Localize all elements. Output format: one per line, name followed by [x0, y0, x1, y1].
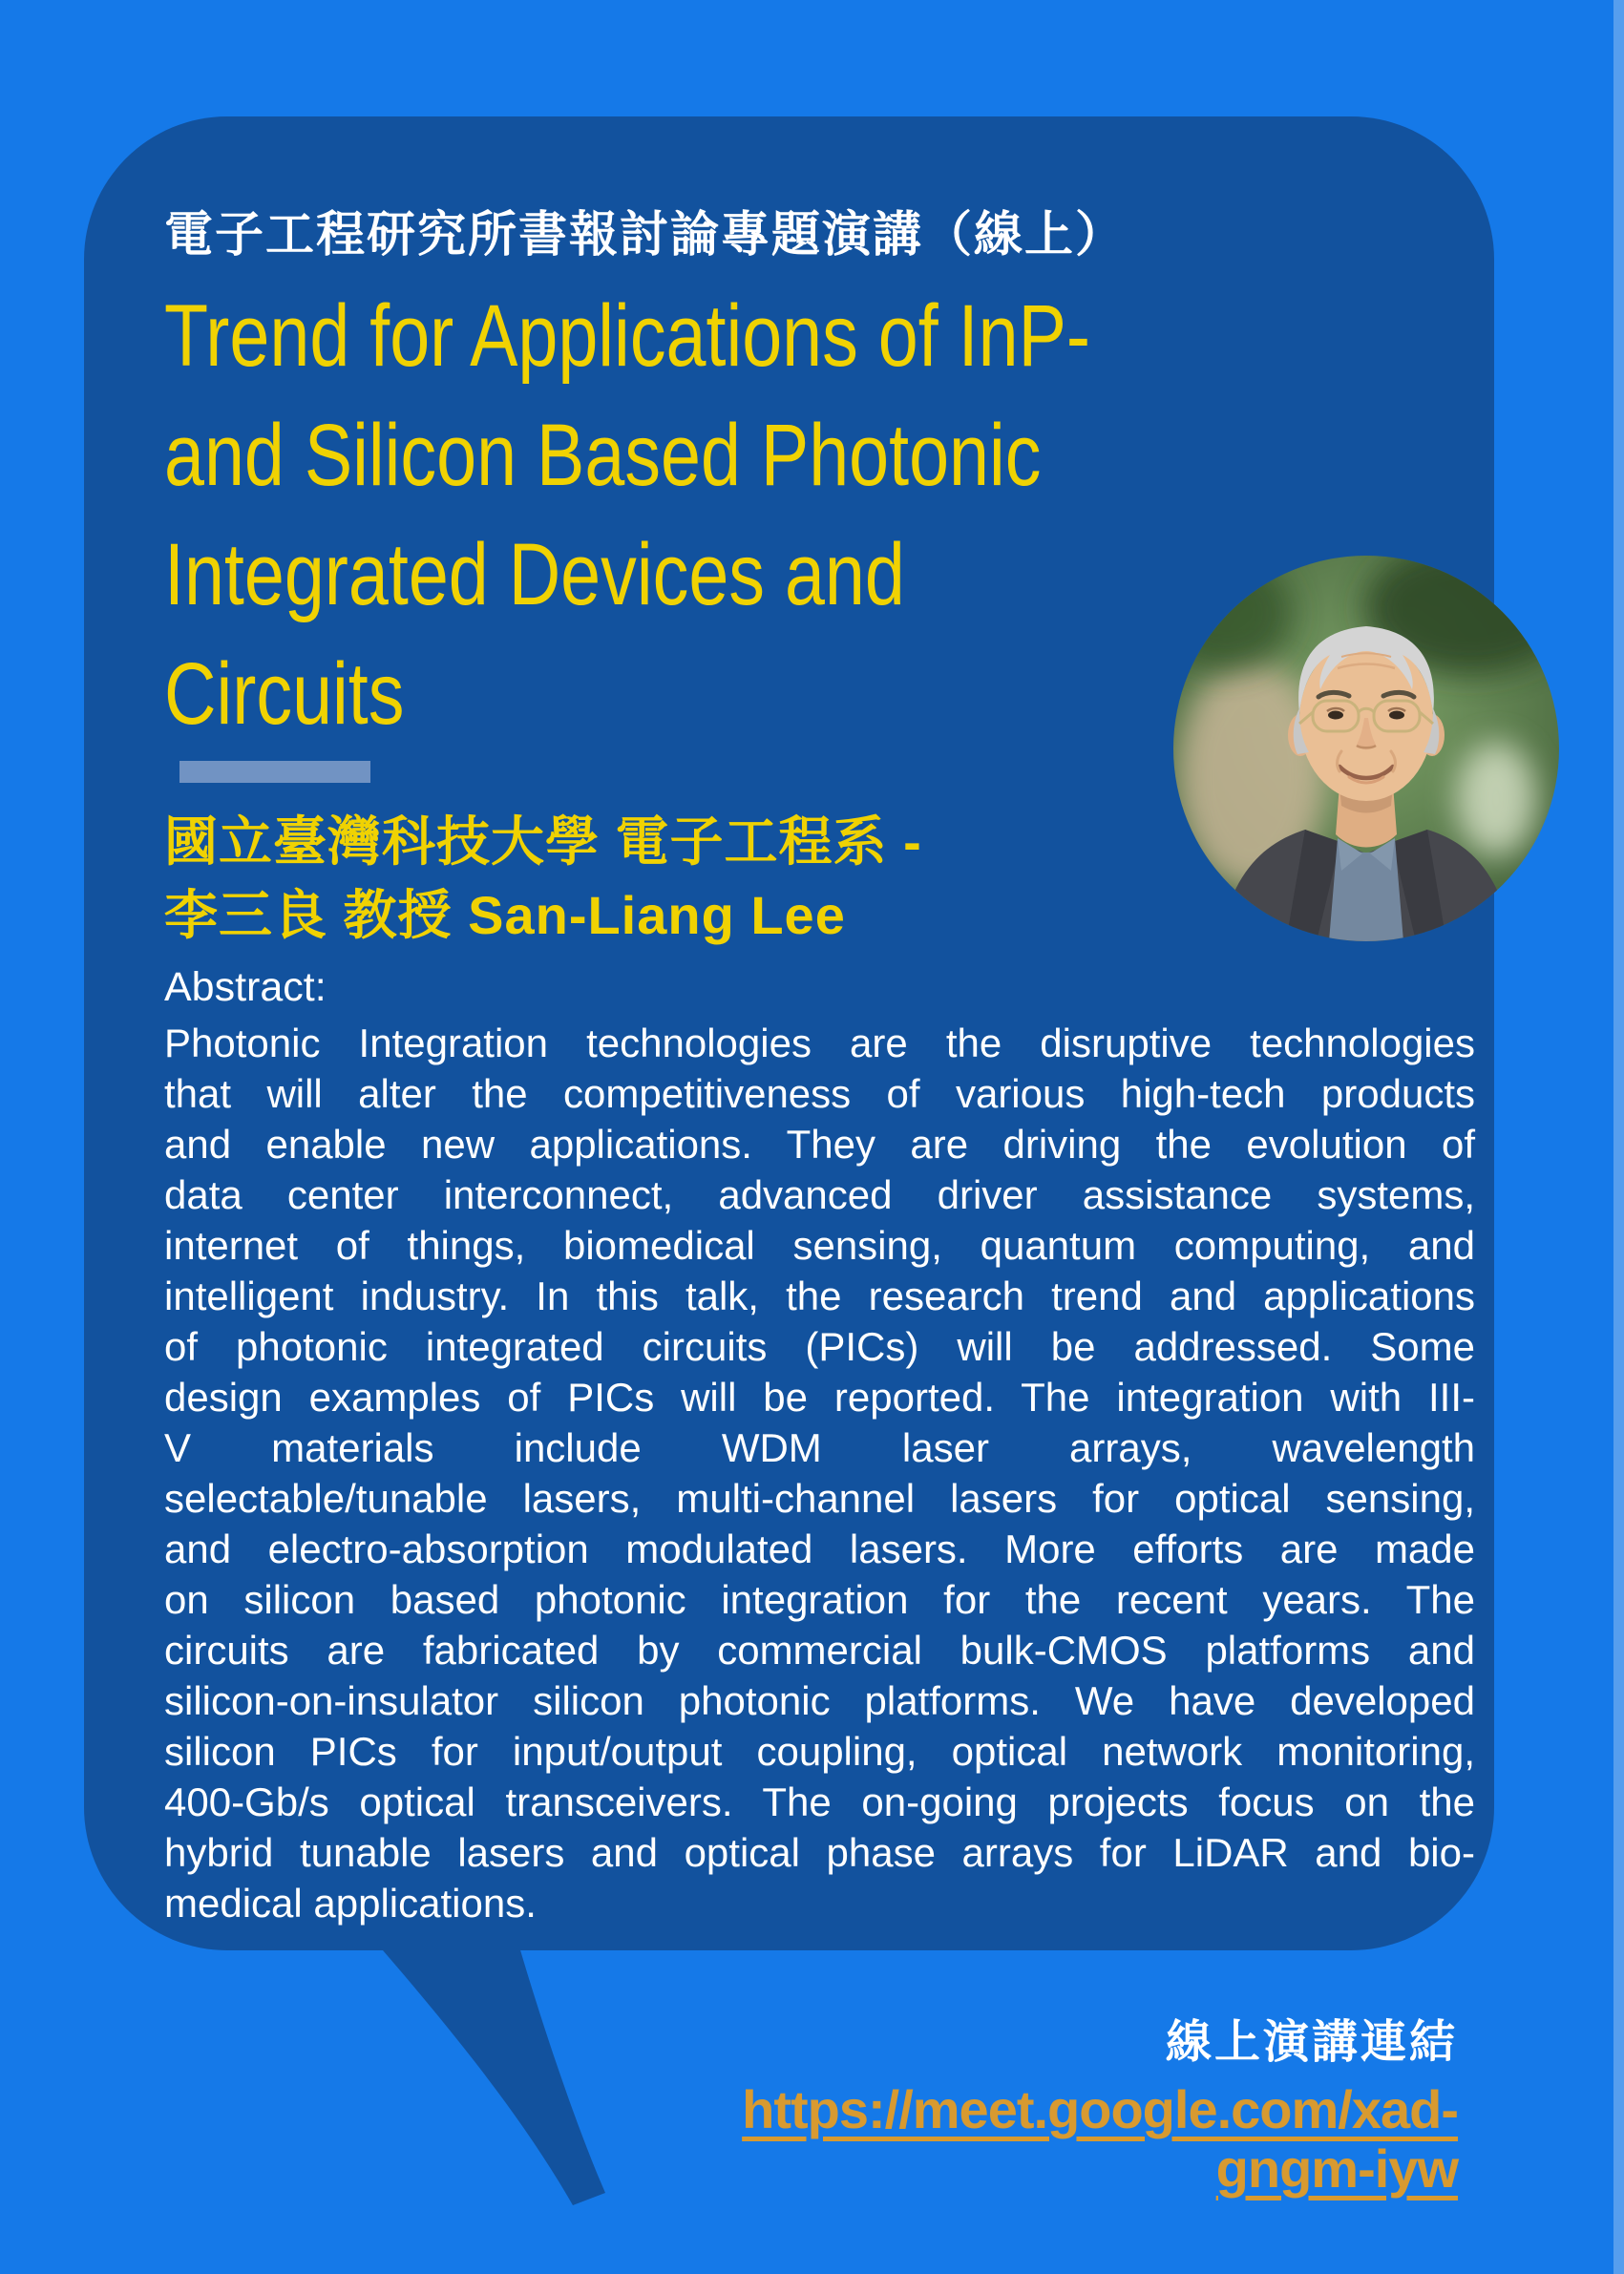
online-talk-link-label: 線上演講連結 — [1165, 2017, 1458, 2068]
affiliation-line: 國立臺灣科技大學 電子工程系 - — [164, 811, 922, 872]
abstract-line: silicon PICs for input/output coupling, optical network monitoring, — [164, 1729, 1475, 1774]
speaker-portrait-illustration — [1173, 556, 1559, 941]
abstract-line: of photonic integrated circuits (PICs) will be addressed. Some — [164, 1324, 1475, 1369]
title-line: Trend for Applications of InP- — [164, 287, 1091, 385]
abstract-line: that will alter the competitiveness of various high-tech products — [164, 1071, 1475, 1116]
meet-link[interactable] — [742, 2080, 1458, 2199]
abstract-line: and electro-absorption modulated lasers. More efforts are made — [164, 1527, 1475, 1571]
abstract-line: Photonic Integration technologies are the disruptive technologies — [164, 1021, 1475, 1065]
series-heading: 電子工程研究所書報討論專題演講（線上） — [164, 207, 1127, 262]
link-line: https://meet.google.com/xad- — [742, 2079, 1458, 2139]
speaker-affiliation — [164, 805, 922, 952]
title-line: Circuits — [164, 645, 405, 743]
abstract-line: internet of things, biomedical sensing, quantum computing, and — [164, 1223, 1475, 1268]
abstract-line: V materials include WDM laser arrays, wavelength — [164, 1425, 1475, 1470]
abstract-line: intelligent industry. In this talk, the research trend and applications — [164, 1274, 1475, 1318]
abstract-line: 400-Gb/s optical transceivers. The on-going projects focus on the — [164, 1779, 1475, 1824]
link-line: gngm-iyw — [1215, 2138, 1458, 2199]
affiliation-line: 李三良 教授 San-Liang Lee — [164, 885, 846, 945]
abstract-line: medical applications. — [164, 1881, 537, 1926]
talk-title — [164, 277, 1090, 754]
abstract-body — [164, 1018, 1475, 1928]
abstract-label: Abstract: — [164, 964, 327, 1010]
title-line: and Silicon Based Photonic — [164, 407, 1042, 504]
page-edge-highlight — [1613, 0, 1624, 2274]
title-line: Integrated Devices and — [164, 526, 905, 623]
abstract-line: hybrid tunable lasers and optical phase arrays for LiDAR and bio- — [164, 1830, 1475, 1875]
speaker-photo — [1173, 556, 1559, 941]
speech-bubble-tail — [363, 1944, 621, 2211]
abstract-line: silicon-on-insulator silicon photonic platforms. We have developed — [164, 1678, 1475, 1723]
abstract-line: design examples of PICs will be reported. The integration with III- — [164, 1375, 1475, 1420]
abstract-line: on silicon based photonic integration for the recent years. The — [164, 1577, 1475, 1622]
title-divider-bar — [179, 761, 370, 783]
abstract-line: circuits are fabricated by commercial bulk-CMOS platforms and — [164, 1628, 1475, 1673]
abstract-line: and enable new applications. They are driving the evolution of — [164, 1122, 1475, 1167]
footer — [742, 2005, 1458, 2199]
abstract-line: data center interconnect, advanced driver assistance systems, — [164, 1172, 1475, 1217]
abstract-line: selectable/tunable lasers, multi-channel lasers for optical sensing, — [164, 1476, 1475, 1521]
